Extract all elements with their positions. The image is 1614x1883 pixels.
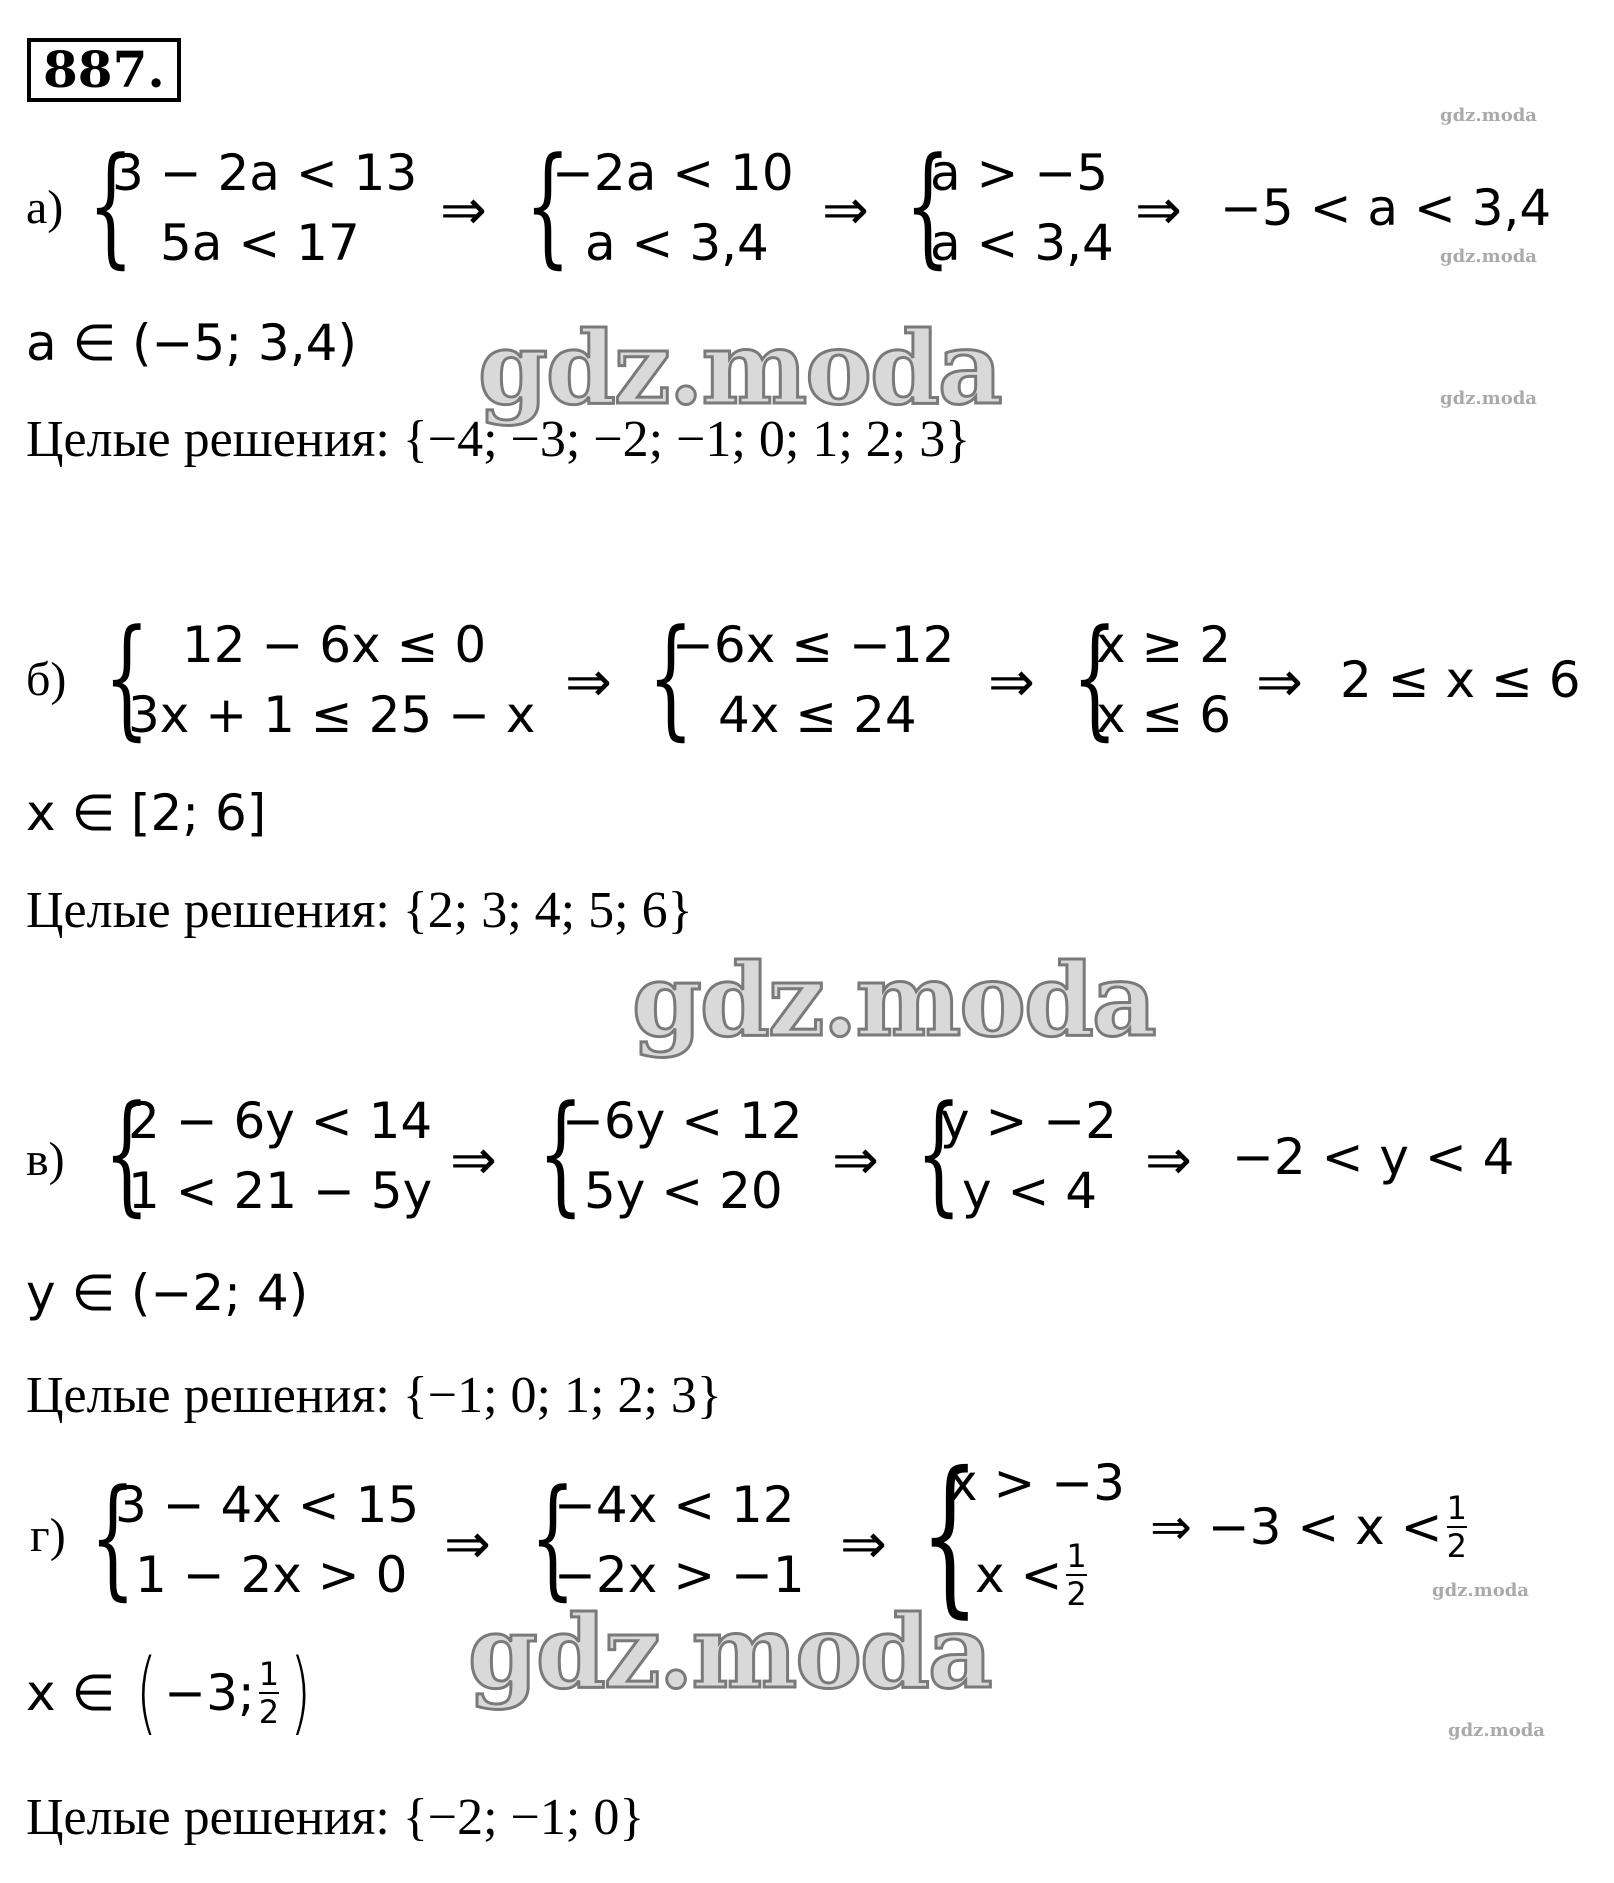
part-v-sys3-line1: y > −2: [940, 1092, 1117, 1150]
part-a-sys2-line2: a < 3,4: [585, 214, 769, 272]
watermark-large: gdz.moda: [478, 309, 1001, 427]
implies-arrow: ⇒: [840, 1512, 887, 1577]
brace: {: [905, 129, 951, 281]
brace: {: [920, 1436, 980, 1634]
brace: {: [648, 601, 694, 753]
part-v-sys1-line2: 1 < 21 − 5y: [128, 1162, 433, 1220]
fraction: [258, 1655, 280, 1731]
watermark-small: gdz.moda: [1448, 1720, 1545, 1741]
implies-arrow: ⇒: [1135, 178, 1182, 243]
part-b-sys1-line1: 12 − 6x ≤ 0: [182, 616, 487, 674]
part-g-result: [1150, 1489, 1471, 1565]
implies-arrow: ⇒: [832, 1128, 879, 1193]
part-v-label: в): [26, 1133, 65, 1186]
implies-arrow: ⇒: [440, 178, 487, 243]
part-a-sys2-line1: −2a < 10: [552, 144, 794, 202]
brace: {: [88, 129, 134, 281]
problem-number: 887.: [27, 38, 181, 102]
part-v-integers: Целые решения: {−1; 0; 1; 2; 3}: [26, 1367, 722, 1424]
part-g-sys1-line1: 3 − 4x < 15: [115, 1476, 420, 1534]
part-a-sys1-line1: 3 − 2a < 13: [112, 144, 418, 202]
left-paren: (: [136, 1640, 158, 1745]
part-g-sys2-line1: −4x < 12: [554, 1476, 795, 1534]
brace: {: [1072, 601, 1118, 753]
part-v-sys1-line1: 2 − 6y < 14: [128, 1092, 433, 1150]
brace: {: [525, 129, 571, 281]
implies-arrow: ⇒: [822, 178, 869, 243]
brace: {: [538, 1077, 584, 1229]
part-a-sys3-line2: a < 3,4: [930, 214, 1114, 272]
watermark-small: gdz.moda: [1440, 246, 1537, 267]
watermark-large: gdz.moda: [632, 941, 1155, 1059]
part-v-result: −2 < y < 4: [1232, 1128, 1515, 1186]
part-b-sys2-line1: −6x ≤ −12: [672, 616, 955, 674]
watermark-small: gdz.moda: [1440, 105, 1537, 126]
part-g-sys3-line1: x > −3: [948, 1454, 1125, 1512]
brace: {: [104, 1077, 150, 1229]
part-a-result: −5 < a < 3,4: [1220, 179, 1552, 237]
fraction: [1446, 1489, 1467, 1565]
part-a-sys1-line2: 5a < 17: [160, 214, 360, 272]
part-g-interval: [26, 1640, 318, 1745]
part-g-sys3-line2: [975, 1537, 1091, 1613]
fraction-denominator: 2: [258, 1693, 280, 1731]
part-b-sys1-line2: 3x + 1 ≤ 25 − x: [128, 686, 536, 744]
fraction-numerator: 1: [1446, 1489, 1467, 1527]
watermark-small: gdz.moda: [1432, 1580, 1529, 1601]
brace: {: [530, 1461, 576, 1613]
right-paren: ): [290, 1640, 312, 1745]
implies-arrow: ⇒: [450, 1128, 497, 1193]
brace: {: [90, 1461, 136, 1613]
part-a-sys3-line1: a > −5: [930, 144, 1109, 202]
part-v-sys2-line1: −6y < 12: [562, 1092, 803, 1150]
implies-arrow: ⇒: [565, 650, 612, 715]
fraction-denominator: 2: [1066, 1575, 1087, 1613]
implies-arrow: ⇒: [1145, 1128, 1192, 1193]
part-v-sys3-line2: y < 4: [962, 1162, 1098, 1220]
implies-arrow: ⇒: [1256, 650, 1303, 715]
part-g-sys3-line2-text: x <: [975, 1546, 1063, 1604]
implies-arrow: ⇒: [444, 1512, 491, 1577]
part-g-label: г): [30, 1509, 66, 1562]
fraction-numerator: 1: [1066, 1537, 1087, 1575]
part-a-interval: a ∈ (−5; 3,4): [26, 314, 357, 372]
part-v-interval: y ∈ (−2; 4): [26, 1264, 309, 1322]
brace: {: [104, 601, 150, 753]
part-b-integers: Целые решения: {2; 3; 4; 5; 6}: [26, 882, 693, 939]
part-g-result-text: ⇒ −3 < x <: [1150, 1498, 1443, 1556]
brace: {: [916, 1077, 962, 1229]
part-b-label: б): [26, 653, 67, 706]
part-a-integers: Целые решения: {−4; −3; −2; −1; 0; 1; 2; 3}: [26, 411, 971, 468]
implies-arrow: ⇒: [988, 650, 1035, 715]
part-v-sys2-line2: 5y < 20: [584, 1162, 783, 1220]
fraction-denominator: 2: [1446, 1527, 1467, 1565]
fraction: [1066, 1537, 1087, 1613]
part-a-label: а): [26, 181, 64, 234]
watermark-small: gdz.moda: [1440, 388, 1537, 409]
part-b-sys2-line2: 4x ≤ 24: [718, 686, 917, 744]
part-g-sys1-line2: 1 − 2x > 0: [135, 1546, 408, 1604]
fraction-numerator: 1: [258, 1655, 280, 1693]
part-b-interval: x ∈ [2; 6]: [26, 784, 267, 842]
part-b-result: 2 ≤ x ≤ 6: [1340, 651, 1581, 709]
part-g-sys2-line2: −2x > −1: [554, 1546, 805, 1604]
part-g-interval-inner: −3;: [164, 1664, 255, 1722]
part-g-interval-text: x ∈: [26, 1664, 116, 1722]
part-b-sys3-line1: x ≥ 2: [1096, 616, 1232, 674]
part-g-integers: Целые решения: {−2; −1; 0}: [26, 1789, 645, 1846]
part-b-sys3-line2: x ≤ 6: [1096, 686, 1232, 744]
watermark-large: gdz.moda: [468, 1593, 991, 1711]
